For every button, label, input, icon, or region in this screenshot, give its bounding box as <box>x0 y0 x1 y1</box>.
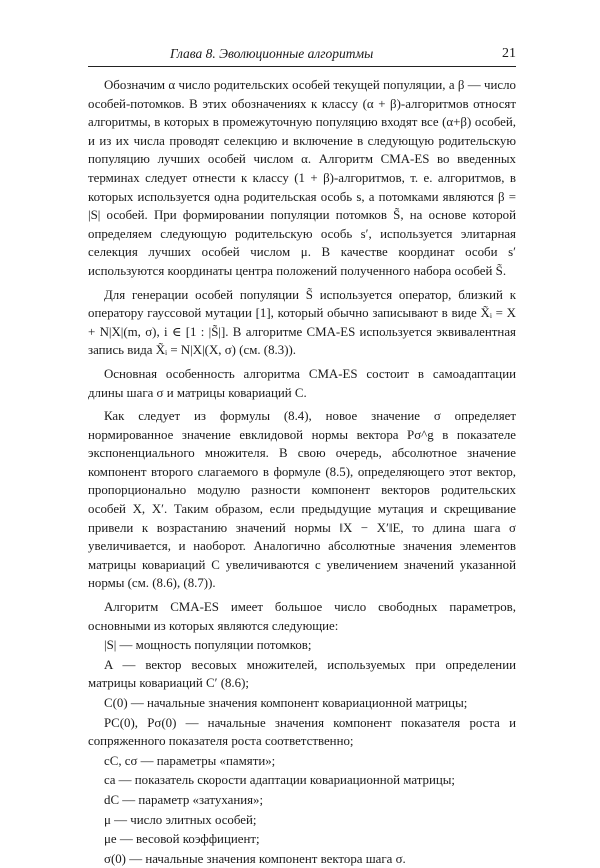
parameter-item: C(0) — начальные значения компонент ковариационной матрицы; <box>104 696 468 710</box>
parameter-item: A — вектор весовых множителей, используемых при определении матрицы ковариаций C′ (8.6); <box>88 657 516 691</box>
paragraph: Алгоритм CMA-ES имеет большое число свободных параметров, основными из которых являются следующие: <box>88 600 516 633</box>
page-body <box>88 76 516 868</box>
paragraph: Для генерации особей популяции S̃ используется оператор, близкий к оператору гауссовой мутации [1], который обычно записывают в виде X̃ᵢ = X + N|X|(m, σ), i ∈ [1 : |S̃|]. В алгоритме CMA-ES используется эквивалентная запись вида X̃ᵢ = N|X|(X, σ) (см. (8.3)). <box>88 287 516 358</box>
parameter-item: μe — весовой коэффициент; <box>104 832 260 847</box>
parameter-item: cC, cσ — параметры «памяти»; <box>104 753 276 768</box>
parameter-item: dC — параметр «затухания»; <box>104 792 264 807</box>
paragraph: Основная особенность алгоритма CMA-ES состоит в самоадаптации длины шага σ и матрицы ковариаций C. <box>88 366 516 400</box>
parameter-item: σ(0) — начальные значения компонент вектора шага σ. <box>104 851 406 866</box>
parameter-item: |S| — мощность популяции потомков; <box>104 638 312 653</box>
parameter-item: ca — показатель скорости адаптации ковариационной матрицы; <box>104 773 455 788</box>
paragraph: Обозначим α число родительских особей текущей популяции, а β — число особей-потомков. В этих обозначениях к классу (α + β)-алгоритмов относят алгоритмы, в которых в промежуточную популяцию входят все (α+β) особей, и из их числа проводят селекцию и включение в следующую родительскую популяцию лучших особей числом α. Алгоритм CMA-ES во введенных терминах следует отнести к классу (1 + β)-алгоритмов, т. е. алгоритмов, в которых используется одна родительская особь s, а потомками являются β = |S| особей. При формировании популяции потомков S̃, на основе которой определяем следующую родительскую особь s′, используется элитарная селекция лучших особей числом μ. В качестве координат особи s′ используются координаты центра положений полученного набора особей S̃. <box>88 78 516 278</box>
chapter-title: Глава 8. Эволюционные алгоритмы <box>170 46 374 61</box>
running-header <box>88 40 516 67</box>
page-number: 21 <box>502 46 516 61</box>
parameter-item: μ — число элитных особей; <box>104 812 257 827</box>
paragraph: Как следует из формулы (8.4), новое значение σ определяет нормированное значение евклидовой нормы вектора Pσ^g в показателе экспоненциального множителя. В свою очередь, абсолютное значение компонент второго слагаемого в формуле (8.5), определяющего этот вектор, пропорционально модулю разности компонент векторов родительских особей X, X′. Таким образом, если предыдущие мутация и скрещивание привели к возрастанию значений нормы ‖X − X′‖E, то длина шага σ увеличивается, и наоборот. Аналогично абсолютные значения элементов матрицы ковариаций C увеличиваются с увеличением значений указанной нормы (см. (8.6), (8.7)). <box>88 409 516 591</box>
parameter-item: PC(0), Pσ(0) — начальные значения компонент показателя роста и сопряженного показателя роста соответственно; <box>88 715 516 749</box>
